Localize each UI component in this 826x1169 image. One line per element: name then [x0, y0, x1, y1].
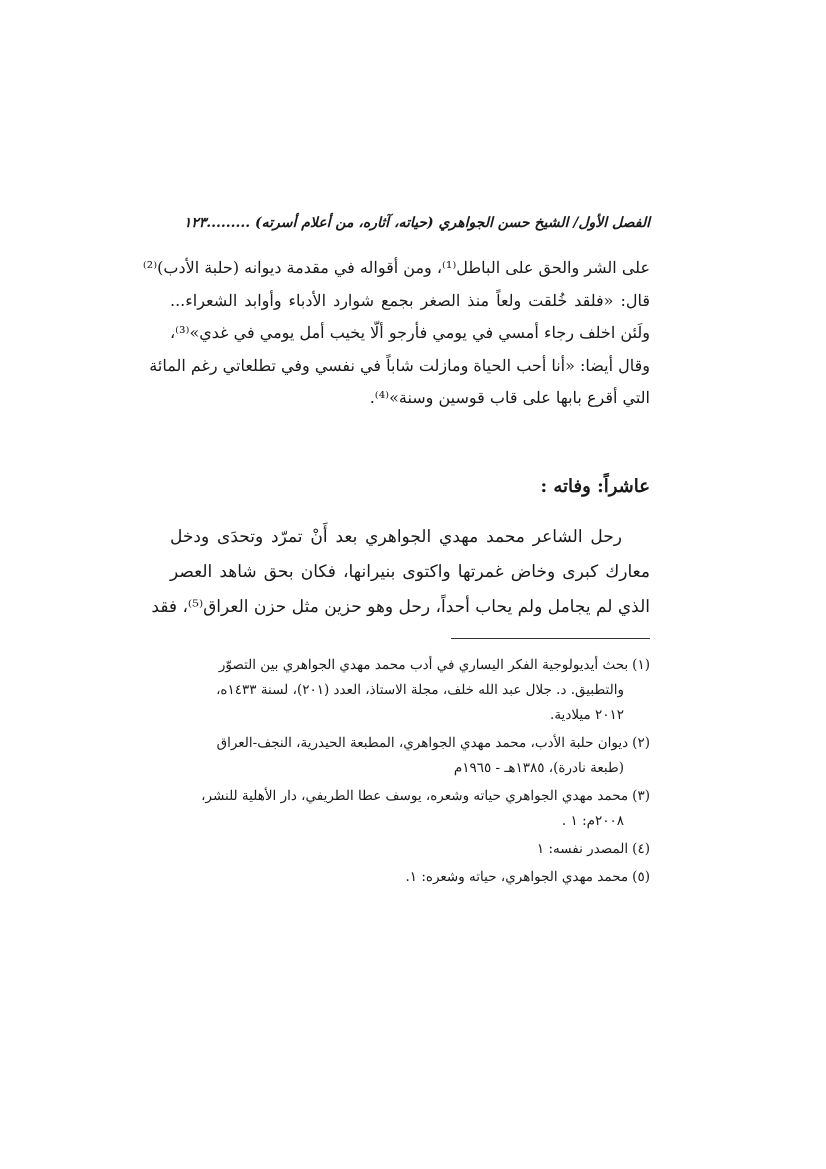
paragraph-line: وقال أيضا: «أنا أحب الحياة ومازلت شاباً في نفسي وفي تطلعاتي رغم المائة: [149, 355, 650, 375]
footnotes: [170, 653, 650, 893]
paragraph-death: [151, 520, 650, 625]
paragraph-line: التي أقرع بابها على قاب قوسين وسنة»⁽⁴⁾.: [369, 388, 650, 407]
footnote-text: بحث أيديولوجية الفكر اليساري في أدب محمد مهدي الجواهري بين التصوّر: [218, 657, 629, 673]
footnote-separator: [451, 638, 650, 639]
footnote-marker: (٥): [632, 869, 650, 885]
paragraph-line: الذي لم يجامل ولم يحاب أحداً، رحل وهو حزين مثل حزن العراق⁽⁵⁾، فقد: [151, 597, 650, 617]
running-header: الفصل الأول/ الشيخ حسن الجواهري (حياته، آثاره، من أعلام أسرته) .........١٢٣: [183, 215, 650, 231]
footnote-3: [170, 784, 650, 834]
footnote-text: ٢٠١٢ ميلادية.: [550, 707, 624, 723]
footnote-4: [170, 837, 650, 862]
paragraph-line: معارك كبرى وخاض غمرتها واكتوى بنيرانها، فكان بحق شاهد العصر: [170, 562, 650, 582]
section-heading: عاشراً: وفاته :: [540, 476, 650, 497]
footnote-marker: (٢): [632, 735, 650, 751]
footnote-1: [170, 653, 650, 728]
paragraph-line: رحل الشاعر محمد مهدي الجواهري بعد أَنْ تمرّد وتحدَى ودخل: [170, 527, 622, 547]
footnote-marker: (٤): [632, 841, 650, 857]
paragraph-line: قال: «فلقد خُلقت ولعاً منذ الصغر بجمع شوارد الأدباء وأوابد الشعراء...: [170, 290, 650, 310]
footnote-text: (طبعة نادرة)، ١٣٨٥هـ - ١٩٦٥م: [453, 760, 624, 776]
footnote-marker: (١): [632, 657, 650, 673]
footnote-text: المصدر نفسه: ١: [536, 841, 629, 857]
paragraph-line: على الشر والحق على الباطل⁽¹⁾، ومن أقواله في مقدمة ديوانه (حلبة الأدب)⁽²⁾: [142, 258, 650, 277]
footnote-text: ديوان حلبة الأدب، محمد مهدي الجواهري، المطبعة الحيدرية، النجف-العراق: [216, 735, 629, 751]
footnote-text: والتطبيق. د. جلال عبد الله خلف، مجلة الاستاذ، العدد (٢٠١)، لسنة ١٤٣٣ه،: [216, 682, 624, 698]
footnote-2: [170, 731, 650, 781]
footnote-text: محمد مهدي الجواهري، حياته وشعره: ١.: [405, 869, 629, 885]
paragraph-intro: [142, 252, 650, 415]
paragraph-line: ولَئن اخلف رجاء أمسي في يومي فأرجو ألّا يخيب أمل يومي في غدي»⁽³⁾،: [170, 323, 650, 342]
footnote-5: [170, 865, 650, 890]
footnote-marker: (٣): [632, 788, 650, 804]
footnote-text: ٢٠٠٨م: ١ .: [561, 813, 624, 829]
footnote-text: محمد مهدي الجواهري حياته وشعره، يوسف عطا الطريفي، دار الأهلية للنشر،: [201, 788, 629, 804]
